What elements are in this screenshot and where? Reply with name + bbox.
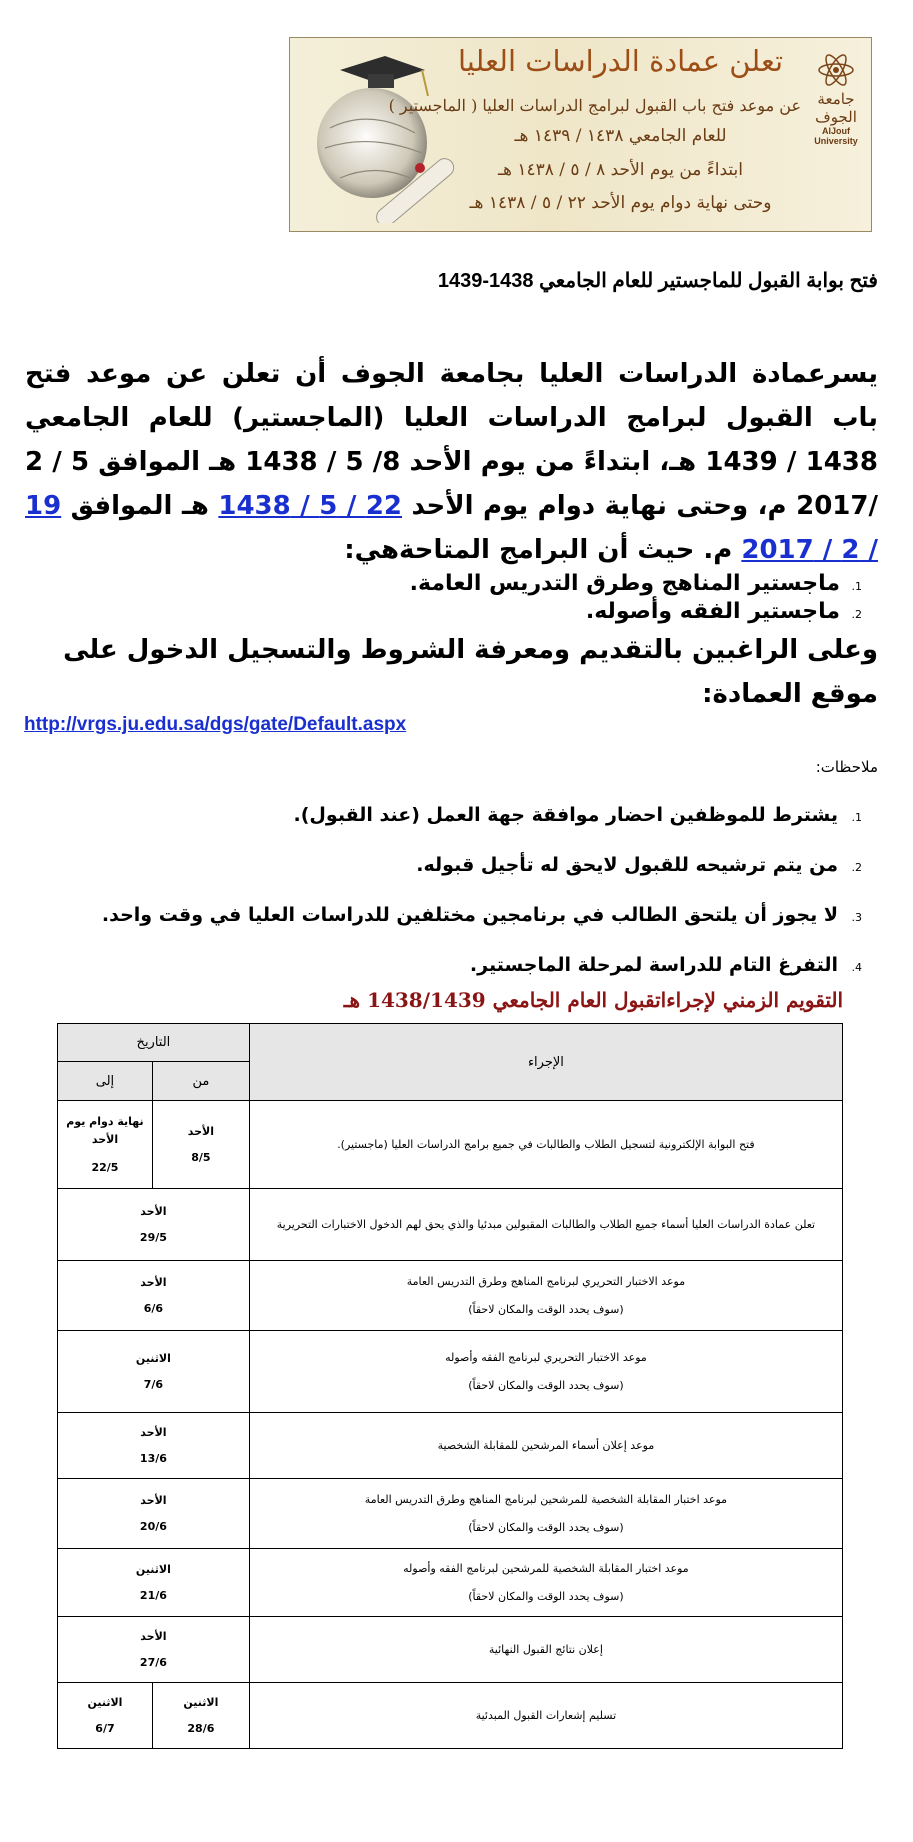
table-row [58, 1479, 843, 1549]
procedure-cell [249, 1479, 842, 1549]
list-item: 1. ماجستير المناهج وطرق التدريس العامة. [25, 570, 848, 598]
table-row [58, 1413, 843, 1479]
list-item: 3. لا يجوز أن يلتحق الطالب في برنامجين مختلفين للدراسات العليا في وقت واحد. [25, 900, 848, 950]
day: الأحد [140, 1204, 167, 1218]
banner-line: ابتداءً من يوم الأحد ٨ / ٥ / ١٤٣٨ هـ [497, 160, 744, 180]
day: الاثنين [135, 1562, 171, 1576]
banner-line: عن موعد فتح باب القبول لبرامج الدراسات العليا ( الماجستير ) [388, 96, 801, 115]
day: الأحد [140, 1493, 167, 1507]
date-cell [58, 1413, 250, 1479]
end-date-hijri-link[interactable]: 22 / 5 / 1438 [218, 491, 403, 521]
university-logo [805, 46, 867, 166]
date-cell [152, 1683, 249, 1749]
intro-text: م. حيث أن البرامج المتاحةهي: [344, 535, 742, 565]
list-item: 2. ماجستير الفقه وأصوله. [25, 598, 848, 626]
procedure-cell: تسليم إشعارات القبول المبدئية [249, 1683, 842, 1749]
procedure-cell: موعد إعلان أسماء المرشحين للمقابلة الشخصية [249, 1413, 842, 1479]
date: 21/6 [139, 1588, 167, 1602]
schedule-title: التقويم الزمني لإجراءاتقبول العام الجامعي 1438/1439 هـ [343, 988, 843, 1012]
date: 29/5 [139, 1230, 167, 1244]
table-row [58, 1101, 843, 1189]
procedure-cell [249, 1261, 842, 1331]
date: 22/5 [91, 1160, 119, 1174]
procedure-cell: تعلن عمادة الدراسات العليا أسماء جميع الطلاب والطالبات المقبولين مبدئيا والذي يحق لهم الدخول الاختبارات التحريرية [249, 1189, 842, 1261]
date: 6/6 [143, 1301, 164, 1315]
date-cell [58, 1479, 250, 1549]
date-cell [58, 1617, 250, 1683]
procedure-text: موعد الاختبار التحريري لبرنامج المناهج وطرق التدريس العامة [406, 1274, 686, 1288]
header-from: من [152, 1062, 249, 1101]
university-name-ar: جامعة الجوف [815, 90, 857, 126]
procedure-text: موعد اختبار المقابلة الشخصية للمرشحين لبرنامج الفقه وأصوله [403, 1561, 689, 1575]
procedure-cell: إعلان نتائج القبول النهائية [249, 1617, 842, 1683]
table-row [58, 1261, 843, 1331]
notes-list [25, 800, 878, 1000]
list-item: 4. التفرغ التام للدراسة لمرحلة الماجستير. [25, 950, 848, 1000]
procedure-note: (سوف يحدد الوقت والمكان لاحقاً) [468, 1302, 624, 1316]
programs-list [25, 570, 878, 626]
date-cell [58, 1261, 250, 1331]
procedure-note: (سوف يحدد الوقت والمكان لاحقاً) [468, 1378, 624, 1392]
date-cell [58, 1683, 153, 1749]
announcement-banner [289, 37, 872, 232]
procedure-cell: فتح البوابة الإلكترونية لتسجيل الطلاب والطالبات في جميع برامج الدراسات العليا (ماجستير). [249, 1101, 842, 1189]
date: 8/5 [191, 1150, 211, 1164]
intro-paragraph [25, 352, 878, 572]
intro-text: هـ الموافق [61, 491, 219, 521]
apply-instructions: وعلى الراغبين بالتقديم ومعرفة الشروط والتسجيل الدخول على موقع العمادة: [63, 635, 878, 709]
date-cell [58, 1189, 250, 1261]
date-cell [58, 1549, 250, 1617]
gate-url-link[interactable]: http://vrgs.ju.edu.sa/dgs/gate/Default.aspx [24, 714, 407, 735]
procedure-cell [249, 1549, 842, 1617]
date: 27/6 [139, 1655, 167, 1669]
end-date-gregorian-link[interactable]: 19 / 2 / 2017 [25, 491, 878, 565]
table-row [58, 1189, 843, 1261]
day: الأحد [187, 1124, 215, 1138]
list-item: 1. يشترط للموظفين احضار موافقة جهة العمل (عند القبول). [25, 800, 848, 850]
atom-icon [816, 50, 856, 90]
table-row [58, 1617, 843, 1683]
header-procedure: الإجراء [249, 1024, 842, 1101]
procedure-note: (سوف يحدد الوقت والمكان لاحقاً) [468, 1520, 624, 1534]
date: 7/6 [143, 1377, 164, 1391]
page-title: فتح بوابة القبول للماجستير للعام الجامعي 1438-1439 [437, 270, 878, 292]
university-name-en: AlJouf University [814, 126, 858, 146]
notes-heading: ملاحظات: [815, 758, 878, 776]
table-row [58, 1549, 843, 1617]
banner-line: وحتى نهاية دوام يوم الأحد ٢٢ / ٥ / ١٤٣٨ هـ [469, 193, 772, 213]
procedure-note: (سوف يحدد الوقت والمكان لاحقاً) [468, 1589, 624, 1603]
banner-headline: تعلن عمادة الدراسات العليا [457, 44, 784, 78]
day: الاثنين [135, 1351, 171, 1365]
header-date: التاريخ [58, 1024, 250, 1062]
schedule-table [57, 1023, 843, 1749]
day: نهاية دوام يوم الأحد [66, 1114, 144, 1146]
banner-line: للعام الجامعي ١٤٣٨ / ١٤٣٩ هـ [514, 126, 727, 146]
procedure-text: موعد الاختبار التحريري لبرنامج الفقه وأصوله [445, 1350, 647, 1364]
header-to: إلى [58, 1062, 153, 1101]
day: الأحد [140, 1425, 167, 1439]
intro-text: يسرعمادة الدراسات العليا بجامعة الجوف أن تعلن عن موعد فتح باب القبول لبرامج الدراسات العليا (الماجستير) للعام الجامعي 1438 / 1439 هـ، ابتداءً من يوم الأحد 8/ 5 / 1438 هـ الموافق 5 / 2 /2017 م، وحتى نهاية دوام يوم الأحد [25, 359, 878, 521]
date: 13/6 [139, 1451, 167, 1465]
day: الاثنين [87, 1695, 123, 1709]
date-cell [152, 1101, 249, 1189]
table-row [58, 1331, 843, 1413]
table-row [58, 1683, 843, 1749]
day: الاثنين [183, 1695, 219, 1709]
list-item: 2. من يتم ترشيحه للقبول لايحق له تأجيل قبوله. [25, 850, 848, 900]
date: 6/7 [95, 1721, 115, 1735]
date-cell [58, 1101, 153, 1189]
day: الأحد [140, 1275, 167, 1289]
day: الأحد [140, 1629, 167, 1643]
procedure-text: موعد اختبار المقابلة الشخصية للمرشحين لبرنامج المناهج وطرق التدريس العامة [364, 1492, 728, 1506]
date-cell [58, 1331, 250, 1413]
date: 28/6 [187, 1721, 215, 1735]
date: 20/6 [139, 1519, 167, 1533]
procedure-cell [249, 1331, 842, 1413]
